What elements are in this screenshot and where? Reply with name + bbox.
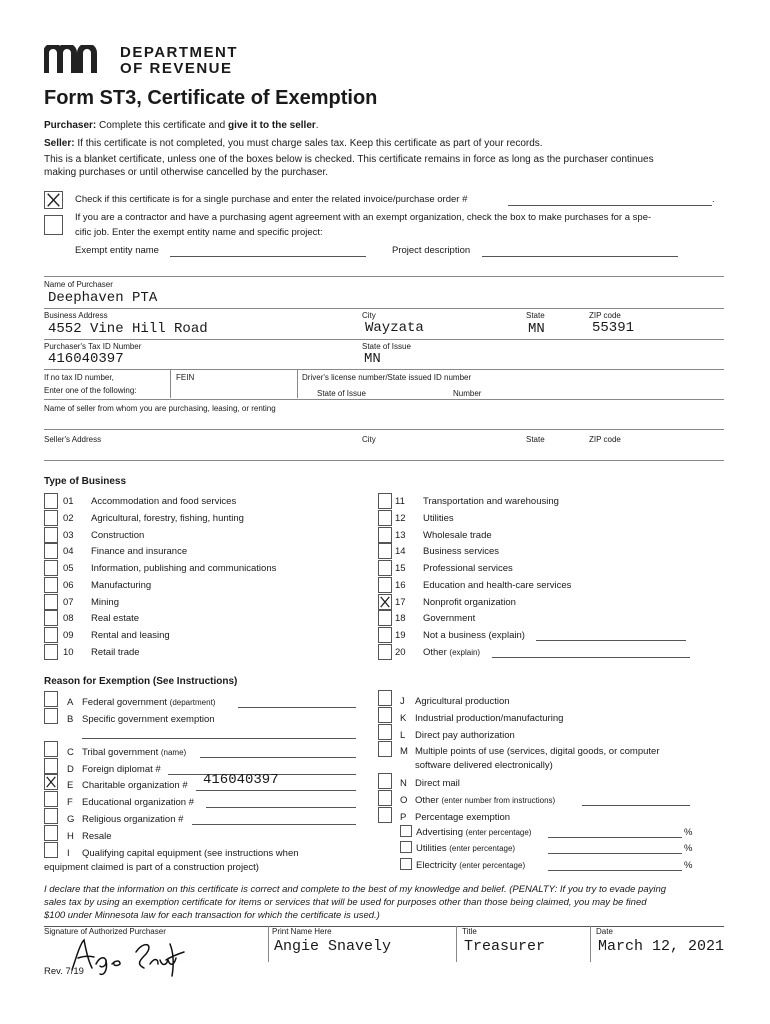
no-tax-id-line1: If no tax ID number, bbox=[44, 373, 114, 382]
reason-L-label: Direct pay authorization bbox=[415, 730, 515, 741]
reason-E-value[interactable]: 416040397 bbox=[203, 772, 279, 788]
dl-label: Driver's license number/State issued ID number bbox=[302, 373, 472, 382]
business-14-checkbox[interactable] bbox=[378, 543, 392, 559]
reason-C-label bbox=[82, 747, 186, 758]
reason-C-checkbox[interactable] bbox=[44, 741, 58, 757]
business-15-number: 15 bbox=[395, 563, 406, 574]
state-of-issue-label: State of Issue bbox=[362, 342, 411, 351]
reason-O-text: Other bbox=[415, 795, 439, 806]
state-of-issue-value[interactable]: MN bbox=[364, 351, 381, 367]
purchaser-name-label: Name of Purchaser bbox=[44, 280, 113, 289]
reason-F-letter: F bbox=[67, 797, 73, 808]
business-02-checkbox[interactable] bbox=[44, 510, 58, 526]
business-04-number: 04 bbox=[63, 546, 74, 557]
business-07-label bbox=[91, 597, 119, 608]
business-17-checkbox[interactable] bbox=[378, 594, 392, 610]
percentage-1-text: Utilities bbox=[416, 843, 447, 854]
reason-B-letter: B bbox=[67, 714, 74, 725]
business-13-text: Wholesale trade bbox=[423, 530, 492, 541]
purchaser-label: Purchaser: bbox=[44, 120, 97, 131]
business-16-number: 16 bbox=[395, 580, 406, 591]
contractor-line1: If you are a contractor and have a purchasing agent agreement with an exempt organization, check the box to make purchases for a spe- bbox=[75, 212, 652, 223]
reason-A-letter: A bbox=[67, 697, 74, 708]
percentage-1-percent-sign: % bbox=[684, 843, 693, 854]
reason-F-checkbox[interactable] bbox=[44, 791, 58, 807]
percentage-1-sub: (enter percentage) bbox=[449, 844, 516, 853]
business-19-text: Not a business (explain) bbox=[423, 630, 525, 641]
business-19-checkbox[interactable] bbox=[378, 627, 392, 643]
business-18-number: 18 bbox=[395, 613, 406, 624]
reason-K-letter: K bbox=[400, 713, 407, 724]
contractor-line2: cific job. Enter the exempt entity name and specific project: bbox=[75, 227, 323, 238]
business-09-text: Rental and leasing bbox=[91, 630, 170, 641]
reason-E-letter: E bbox=[67, 780, 74, 791]
exempt-entity-field[interactable] bbox=[170, 256, 366, 257]
percentage-0-checkbox[interactable] bbox=[400, 825, 412, 837]
reason-A-checkbox[interactable] bbox=[44, 691, 58, 707]
business-01-checkbox[interactable] bbox=[44, 493, 58, 509]
business-14-text: Business services bbox=[423, 546, 500, 557]
zip-value[interactable]: 55391 bbox=[592, 320, 635, 336]
declaration-line1: I declare that the information on this certificate is correct and complete to the best of my knowledge and belief. (PENALTY: If you try to evade paying bbox=[44, 884, 667, 895]
reason-E-label: Charitable organization # bbox=[82, 780, 188, 791]
business-20-text: Other bbox=[423, 647, 447, 658]
reason-G-letter: G bbox=[67, 814, 75, 825]
business-04-text: Finance and insurance bbox=[91, 546, 188, 557]
business-12-number: 12 bbox=[395, 513, 406, 524]
reason-C-field[interactable] bbox=[200, 757, 356, 758]
zip-label: ZIP code bbox=[589, 311, 621, 320]
business-01-label bbox=[91, 496, 236, 507]
title-label: Title bbox=[462, 927, 477, 936]
reason-N-label: Direct mail bbox=[415, 778, 460, 789]
purchaser-name-value[interactable]: Deephaven PTA bbox=[48, 290, 158, 306]
reason-H-checkbox[interactable] bbox=[44, 825, 58, 841]
business-09-label bbox=[91, 630, 170, 641]
reason-I-line1: Qualifying capital equipment (see instructions when bbox=[82, 848, 299, 859]
date-label: Date bbox=[596, 927, 613, 936]
business-17-number: 17 bbox=[395, 597, 406, 608]
reason-C-text: Tribal government bbox=[82, 747, 159, 758]
percentage-2-checkbox[interactable] bbox=[400, 858, 412, 870]
reason-P-checkbox[interactable] bbox=[378, 807, 392, 823]
reason-M-line2: software delivered electronically) bbox=[415, 760, 553, 771]
reason-A-label bbox=[82, 697, 215, 708]
business-15-text: Professional services bbox=[423, 563, 513, 574]
state-label: State bbox=[526, 311, 545, 320]
single-purchase-checkbox[interactable] bbox=[44, 191, 63, 209]
business-13-label bbox=[423, 530, 492, 541]
business-17-text: Nonprofit organization bbox=[423, 597, 516, 608]
business-05-number: 05 bbox=[63, 563, 74, 574]
city-value[interactable]: Wayzata bbox=[365, 320, 424, 336]
dl-state-label: State of Issue bbox=[317, 389, 366, 398]
purchaser-instruction bbox=[44, 120, 319, 131]
reason-I-letter: I bbox=[67, 848, 70, 859]
business-20-field[interactable] bbox=[492, 657, 690, 658]
reason-M-letter: M bbox=[400, 746, 408, 757]
percentage-1-checkbox[interactable] bbox=[400, 841, 412, 853]
business-05-label bbox=[91, 563, 276, 574]
business-17-label bbox=[423, 597, 516, 608]
business-07-checkbox[interactable] bbox=[44, 594, 58, 610]
business-06-number: 06 bbox=[63, 580, 74, 591]
reason-A-field[interactable] bbox=[238, 707, 356, 708]
business-11-checkbox[interactable] bbox=[378, 493, 392, 509]
business-01-number: 01 bbox=[63, 496, 74, 507]
reason-D-label: Foreign diplomat # bbox=[82, 764, 161, 775]
business-20-label bbox=[423, 647, 480, 658]
reason-E-field[interactable] bbox=[196, 790, 356, 791]
business-10-checkbox[interactable] bbox=[44, 644, 58, 660]
business-03-label bbox=[91, 530, 144, 541]
declaration-line2: sales tax by using an exemption certificate for items or services that will be used for purposes other than those being claimed, you may be fined bbox=[44, 897, 647, 908]
date-value[interactable]: March 12, 2021 bbox=[598, 938, 725, 955]
business-10-number: 10 bbox=[63, 647, 74, 658]
print-name-value[interactable]: Angie Snavely bbox=[274, 938, 392, 955]
project-description-field[interactable] bbox=[482, 256, 678, 257]
reason-G-label: Religious organization # bbox=[82, 814, 184, 825]
business-address-value[interactable]: 4552 Vine Hill Road bbox=[48, 321, 208, 337]
reason-L-checkbox[interactable] bbox=[378, 724, 392, 740]
form-title: Form ST3, Certificate of Exemption bbox=[44, 87, 378, 109]
reason-O-letter: O bbox=[400, 795, 408, 806]
reason-B-field[interactable] bbox=[82, 738, 356, 739]
mn-logo-mark bbox=[44, 45, 112, 75]
business-08-number: 08 bbox=[63, 613, 74, 624]
business-07-text: Mining bbox=[91, 597, 119, 608]
business-11-text: Transportation and warehousing bbox=[423, 496, 559, 507]
department-line2: OF REVENUE bbox=[120, 60, 233, 77]
project-description-label: Project description bbox=[392, 245, 471, 256]
business-03-text: Construction bbox=[91, 530, 145, 541]
reason-F-field[interactable] bbox=[206, 807, 356, 808]
state-value[interactable]: MN bbox=[528, 321, 545, 337]
business-14-number: 14 bbox=[395, 546, 406, 557]
business-11-label bbox=[423, 496, 559, 507]
business-02-text: Agricultural, forestry, fishing, hunting bbox=[91, 513, 244, 524]
reason-P-letter: P bbox=[400, 812, 407, 823]
reason-A-text: Federal government bbox=[82, 697, 168, 708]
tax-id-label: Purchaser's Tax ID Number bbox=[44, 342, 142, 351]
reason-heading: Reason for Exemption (See Instructions) bbox=[44, 676, 238, 687]
dl-number-label: Number bbox=[453, 389, 482, 398]
seller-state-label: State bbox=[526, 435, 545, 444]
reason-O-sub: (enter number from instructions) bbox=[441, 796, 556, 805]
business-08-text: Real estate bbox=[91, 613, 140, 624]
business-06-label bbox=[91, 580, 151, 591]
seller-name-label: Name of seller from whom you are purchasing, leasing, or renting bbox=[44, 404, 276, 413]
seller-name-field[interactable] bbox=[44, 429, 724, 430]
reason-J-checkbox[interactable] bbox=[378, 690, 392, 706]
reason-O-checkbox[interactable] bbox=[378, 790, 392, 806]
business-16-text: Education and health-care services bbox=[423, 580, 572, 591]
percentage-0-label bbox=[416, 827, 531, 838]
reason-G-checkbox[interactable] bbox=[44, 808, 58, 824]
purchaser-text-b: give it to the seller bbox=[227, 120, 316, 131]
business-14-label bbox=[423, 546, 499, 557]
no-tax-id-line2: Enter one of the following: bbox=[44, 386, 137, 395]
seller-text: If this certificate is not completed, you must charge sales tax. Keep this certificate as part of your records. bbox=[77, 138, 543, 149]
business-12-checkbox[interactable] bbox=[378, 510, 392, 526]
seller-label: Seller: bbox=[44, 138, 75, 149]
percentage-0-field[interactable] bbox=[548, 837, 682, 838]
reason-C-letter: C bbox=[67, 747, 74, 758]
seller-instruction bbox=[44, 138, 543, 149]
business-12-text: Utilities bbox=[423, 513, 454, 524]
signature-label: Signature of Authorized Purchaser bbox=[44, 927, 166, 936]
reason-O-field[interactable] bbox=[582, 805, 690, 806]
reason-F-label: Educational organization # bbox=[82, 797, 194, 808]
business-03-number: 03 bbox=[63, 530, 74, 541]
reason-P-label: Percentage exemption bbox=[415, 812, 511, 823]
print-name-label: Print Name Here bbox=[272, 927, 332, 936]
business-03-checkbox[interactable] bbox=[44, 527, 58, 543]
business-04-label bbox=[91, 546, 187, 557]
business-10-label bbox=[91, 647, 140, 658]
percentage-2-percent-sign: % bbox=[684, 860, 693, 871]
business-07-number: 07 bbox=[63, 597, 74, 608]
business-09-number: 09 bbox=[63, 630, 74, 641]
reason-C-sub: (name) bbox=[160, 748, 187, 757]
reason-I-line2: equipment claimed is part of a construction project) bbox=[44, 862, 259, 873]
seller-address-label: Seller's Address bbox=[44, 435, 102, 444]
business-13-checkbox[interactable] bbox=[378, 527, 392, 543]
reason-K-checkbox[interactable] bbox=[378, 707, 392, 723]
reason-N-letter: N bbox=[400, 778, 407, 789]
business-04-checkbox[interactable] bbox=[44, 543, 58, 559]
business-02-label bbox=[91, 513, 244, 524]
reason-M-checkbox[interactable] bbox=[378, 741, 392, 757]
percentage-1-field[interactable] bbox=[548, 853, 682, 854]
business-05-checkbox[interactable] bbox=[44, 560, 58, 576]
reason-H-letter: H bbox=[67, 831, 74, 842]
business-01-text: Accommodation and food services bbox=[91, 496, 237, 507]
title-value[interactable]: Treasurer bbox=[464, 938, 546, 955]
seller-address-field[interactable] bbox=[44, 460, 724, 461]
reason-E-checkbox[interactable] bbox=[44, 774, 58, 790]
blanket-line2: making purchases or until otherwise cancelled by the purchaser. bbox=[44, 167, 329, 178]
purchaser-text-a: Complete this certificate and bbox=[99, 120, 228, 131]
business-20-checkbox[interactable] bbox=[378, 644, 392, 660]
declaration-line3: $100 under Minnesota law for each transaction for which the certificate is used.) bbox=[44, 910, 380, 921]
business-09-checkbox[interactable] bbox=[44, 627, 58, 643]
business-13-number: 13 bbox=[395, 530, 406, 541]
type-of-business-heading: Type of Business bbox=[44, 476, 127, 487]
business-08-checkbox[interactable] bbox=[44, 610, 58, 626]
business-16-label bbox=[423, 580, 571, 591]
fein-label: FEIN bbox=[176, 373, 195, 382]
business-18-text: Government bbox=[423, 613, 476, 624]
single-purchase-tail: . bbox=[712, 194, 715, 205]
business-address-label: Business Address bbox=[44, 311, 108, 320]
reason-H-label: Resale bbox=[82, 831, 112, 842]
revision-label: Rev. 7/19 bbox=[44, 966, 84, 977]
percentage-0-text: Advertising bbox=[416, 827, 463, 838]
reason-D-letter: D bbox=[67, 764, 74, 775]
reason-N-checkbox[interactable] bbox=[378, 773, 392, 789]
business-06-checkbox[interactable] bbox=[44, 577, 58, 593]
invoice-number-field[interactable] bbox=[508, 205, 712, 206]
reason-K-label: Industrial production/manufacturing bbox=[415, 713, 564, 724]
reason-D-checkbox[interactable] bbox=[44, 758, 58, 774]
percentage-0-percent-sign: % bbox=[684, 827, 693, 838]
percentage-0-sub: (enter percentage) bbox=[465, 828, 532, 837]
business-08-label bbox=[91, 613, 139, 624]
reason-A-sub: (department) bbox=[169, 698, 216, 707]
purchaser-text-c: . bbox=[315, 120, 319, 131]
business-19-label bbox=[423, 630, 525, 641]
business-18-label bbox=[423, 613, 475, 624]
reason-I-checkbox[interactable] bbox=[44, 842, 58, 858]
business-11-number: 11 bbox=[395, 496, 405, 507]
reason-B-checkbox[interactable] bbox=[44, 708, 58, 724]
reason-J-label: Agricultural production bbox=[415, 696, 510, 707]
percentage-1-label bbox=[416, 843, 515, 854]
reason-L-letter: L bbox=[400, 730, 406, 741]
business-19-number: 19 bbox=[395, 630, 406, 641]
percentage-2-field[interactable] bbox=[548, 870, 682, 871]
reason-B-label: Specific government exemption bbox=[82, 714, 215, 725]
business-02-number: 02 bbox=[63, 513, 74, 524]
reason-M-line1: Multiple points of use (services, digital goods, or computer bbox=[415, 746, 660, 757]
blanket-line1: This is a blanket certificate, unless one of the boxes below is checked. This certificate remains in force as long as the purchaser continues bbox=[44, 154, 654, 165]
business-20-number: 20 bbox=[395, 647, 406, 658]
business-15-checkbox[interactable] bbox=[378, 560, 392, 576]
reason-G-field[interactable] bbox=[192, 824, 356, 825]
department-line1: DEPARTMENT bbox=[120, 44, 239, 61]
seller-zip-label: ZIP code bbox=[589, 435, 621, 444]
business-15-label bbox=[423, 563, 513, 574]
business-10-text: Retail trade bbox=[91, 647, 140, 658]
business-16-checkbox[interactable] bbox=[378, 577, 392, 593]
single-purchase-label: Check if this certificate is for a single purchase and enter the related invoice/purchase order # bbox=[75, 194, 468, 205]
reason-O-label bbox=[415, 795, 555, 806]
percentage-2-sub: (enter percentage) bbox=[459, 861, 526, 870]
contractor-checkbox[interactable] bbox=[44, 215, 63, 235]
percentage-2-label bbox=[416, 860, 525, 871]
exempt-entity-label: Exempt entity name bbox=[75, 245, 159, 256]
business-06-text: Manufacturing bbox=[91, 580, 152, 591]
reason-J-letter: J bbox=[400, 696, 405, 707]
business-12-label bbox=[423, 513, 454, 524]
seller-city-label: City bbox=[362, 435, 376, 444]
business-19-field[interactable] bbox=[536, 640, 686, 641]
business-20-sub: (explain) bbox=[449, 648, 481, 657]
tax-id-value[interactable]: 416040397 bbox=[48, 351, 124, 367]
city-label: City bbox=[362, 311, 376, 320]
business-05-text: Information, publishing and communications bbox=[91, 563, 277, 574]
business-18-checkbox[interactable] bbox=[378, 610, 392, 626]
percentage-2-text: Electricity bbox=[416, 860, 457, 871]
